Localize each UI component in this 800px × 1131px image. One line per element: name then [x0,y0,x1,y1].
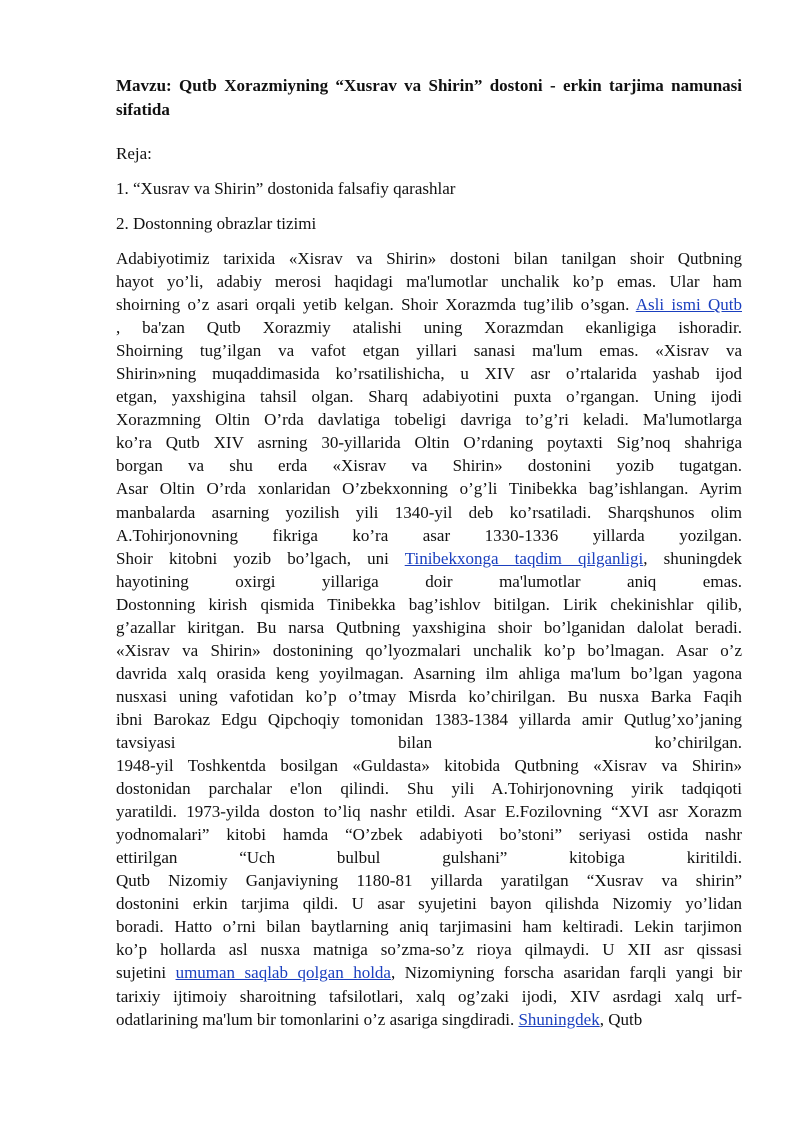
body-paragraph [116,247,742,1031]
text-line: ibni Barokaz Edgu Qipchoqiy tomonidan 1383-1384 yillarda amir Qutlug’xo’janing [116,709,742,729]
text-line: yaratildi. 1973-yilda doston to’liq nashr etildi. Asar E.Fozilovning “XVI asr Xorazm [116,802,742,822]
text-line: yodnomalari” kitobi hamda “O’zbek adabiyoti bo’stoni” seriyasi ostida nashr [116,825,742,845]
text-line [116,1008,742,1031]
text-line: tavsiyasi bilan ko’chirilgan. [116,732,742,752]
text-line: borgan va shu erda «Xisrav va Shirin» dostonini yozib tugatgan. [116,456,742,476]
text-line [116,293,742,316]
link-umuman-saqlab[interactable]: umuman saqlab qolgan holda [175,963,391,983]
text-line: g’azallar kiritgan. Bu narsa Qutbning yaxshigina shoir bo’lganidan dalolat beradi. [116,617,742,637]
text-line: tarixiy ijtimoiy sharoitning tafsilotlari, xalq og’zaki ijodi, XIV asrdagi xalq urf- [116,986,742,1006]
text-line: ko’ra Qutb XIV asrning 30-yillarida Oltin O’rdaning poytaxti Sig’noq shahriga [116,433,742,453]
text-line: manbalarda asarning yozilish yili 1340-yil deb ko’rsatiladi. Sharqshunos olim [116,502,742,522]
text-line: ettirilgan “Uch bulbul gulshani” kitobiga kiritildi. [116,848,742,868]
plan-item-2: 2. Dostonning obrazlar tizimi [116,214,317,233]
link-shuningdek[interactable]: Shuningdek [518,1009,600,1029]
text-line: boradi. Hatto o’rni bilan baytlarning aniq tarjimasini ham keltiradi. Lekin tarjimon [116,917,742,937]
text-segment: shoirning o’z asari orqali yetib kelgan. Shoir Xorazmda tug’ilib o’sgan. [116,295,630,315]
text-line: Asar Oltin O’rda xonlaridan O’zbekxonning o’g’li Tinibekka bag’ishlangan. Ayrim [116,479,742,499]
text-segment: , Nizomiyning forscha asaridan farqli yangi bir [390,963,742,983]
text-segment: , ba'zan Qutb Xorazmiy atalishi uning Xorazmdan ekanligiga ishoradir. [116,318,742,338]
text-line: Qutb Nizomiy Ganjaviyning 1180-81 yillarda yaratilgan “Xusrav va shirin” [116,871,742,891]
text-line: Dostonning kirish qismida Tinibekka bag’ishlov bitilgan. Lirik chekinishlar qilib, [116,594,742,614]
text-line: hayot yo’li, adabiy merosi haqidagi ma'lumotlar unchalik ko’p emas. Ular ham [116,272,742,292]
text-line: dostonidan parchalar e'lon qilindi. Shu yili A.Tohirjonovning yirik tadqiqoti [116,779,742,799]
text-segment: odatlarining ma'lum bir tomonlarini o’z asariga singdiradi. [116,1009,515,1029]
plan-heading: Reja: [116,144,152,163]
text-line: A.Tohirjonovning fikriga ko’ra asar 1330-1336 yillarda yozilgan. [116,525,742,545]
document-page [116,74,742,1031]
link-asli-ismi[interactable]: Asli ismi Qutb [635,295,742,315]
text-line: Adabiyotimiz tarixida «Xisrav va Shirin» dostoni bilan tanilgan shoir Qutbning [116,249,742,268]
text-segment: Shoir kitobni yozib bo’lgach, uni [116,548,389,568]
document-title: Mavzu: Qutb Xorazmiyning “Xusrav va Shirin” dostoni - erkin tarjima namunasi sifatida [116,76,742,119]
text-line: nusxasi uning vafotidan ko’p o’tmay Misrda ko’chirilgan. Bu nusxa Barka Faqih [116,686,742,706]
text-line: 1948-yil Toshkentda bosilgan «Guldasta» kitobida Qutbning «Xisrav va Shirin» [116,756,742,776]
text-segment: sujetini [116,963,167,983]
text-line [116,547,742,570]
text-line: Xorazmning Oltin O’rda davlatiga tobeligi davriga to’g’ri keladi. Ma'lumotlarga [116,410,742,430]
text-line: Shoirning tug’ilgan va vafot etgan yillari sanasi ma'lum emas. «Xisrav va [116,341,742,361]
text-line: davrida xalq orasida keng yoyilmagan. Asarning ilm ahliga ma'lum bo’lgan yagona [116,663,742,683]
plan-item-1: 1. “Xusrav va Shirin” dostonida falsafiy qarashlar [116,179,456,198]
text-line: Shirin»ning muqaddimasida ko’rsatilishicha, u XIV asr o’rtalarida yashab ijod [116,364,742,384]
link-tinibekxonga[interactable]: Tinibekxonga taqdim qilganligi [404,548,644,568]
text-line [116,316,742,339]
text-segment: , Qutb [599,1009,643,1029]
text-line: dostonini erkin tarjima qildi. U asar syujetini bayon qilishda Nizomiy yo’lidan [116,894,742,914]
text-line: «Xisrav va Shirin» dostonining qo’lyozmalari unchalik ko’p bo’lmagan. Asar o’z [116,640,742,660]
text-line: etgan, yaxshigina tahsil olgan. Sharq adabiyotini puxta o’rgangan. Uning ijodi [116,387,742,407]
text-line [116,961,742,984]
text-segment: , shuningdek [643,548,743,568]
text-line: ko’p hollarda asl nusxa matniga so’zma-so’z rioya qilmaydi. U XII asr qissasi [116,940,742,960]
text-line: hayotining oxirgi yillariga doir ma'lumotlar aniq emas. [116,571,742,591]
